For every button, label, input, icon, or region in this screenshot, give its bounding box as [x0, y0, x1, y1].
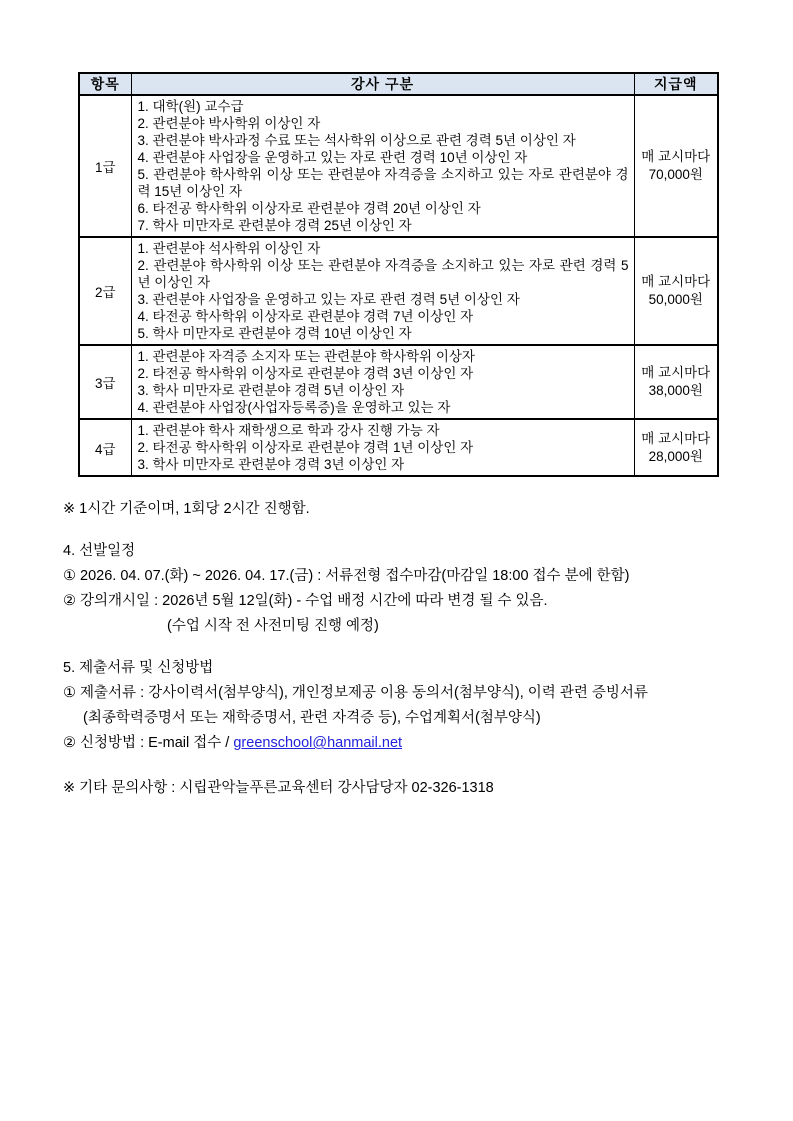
schedule-line-application-period: ① 2026. 04. 07.(화) ~ 2026. 04. 17.(금) : 서류전형 접수마감(마감일 18:00 접수 분에 한함) — [63, 568, 630, 584]
criteria-item: 2. 관련분야 박사학위 이상인 자 — [137, 116, 321, 131]
footer-contact-note: ※ 기타 문의사항 : 시립관악늘푸른교육센터 강사담당자 02-326-1318 — [63, 780, 494, 796]
table-header-row — [79, 73, 718, 95]
table-note: ※ 1시간 기준이며, 1회당 2시간 진행함. — [63, 501, 310, 517]
email-link[interactable]: greenschool@hanmail.net — [233, 735, 403, 751]
header-item: 항목 — [79, 73, 131, 95]
payment-unit: 매 교시마다 — [641, 430, 711, 446]
criteria-item: 6. 타전공 학사학위 이상자로 관련분야 경력 20년 이상인 자 — [137, 201, 481, 216]
criteria-item: 7. 학사 미만자로 관련분야 경력 25년 이상인 자 — [137, 218, 412, 233]
payment-cell — [634, 419, 718, 476]
table-row — [79, 345, 718, 419]
criteria-item: 5. 학사 미만자로 관련분야 경력 10년 이상인 자 — [137, 326, 412, 341]
grade-cell: 4급 — [79, 419, 131, 476]
documents-line-required: ① 제출서류 : 강사이력서(첨부양식), 개인정보제공 이용 동의서(첨부양식), 이력 관련 증빙서류 — [63, 685, 648, 701]
grade-cell: 2급 — [79, 237, 131, 345]
criteria-cell — [131, 237, 634, 345]
criteria-item: 2. 타전공 학사학위 이상자로 관련분야 경력 3년 이상인 자 — [137, 366, 474, 381]
header-classification: 강사 구분 — [131, 73, 634, 95]
criteria-item: 3. 학사 미만자로 관련분야 경력 5년 이상인 자 — [137, 383, 405, 398]
payment-amount: 28,000원 — [648, 448, 703, 464]
section-schedule-title: 4. 선발일정 — [63, 543, 136, 559]
criteria-item: 4. 관련분야 사업장(사업자등록증)을 운영하고 있는 자 — [137, 400, 451, 415]
documents-line-required-cont: (최종학력증명서 또는 재학증명서, 관련 자격증 등), 수업계획서(첨부양식) — [83, 710, 541, 726]
payment-amount: 70,000원 — [648, 167, 703, 182]
criteria-item: 1. 관련분야 자격증 소지자 또는 관련분야 학사학위 이상자 — [137, 349, 475, 364]
grade-table-body — [79, 95, 718, 476]
payment-unit: 매 교시마다 — [641, 274, 711, 289]
schedule-line-premeeting: (수업 시작 전 사전미팅 진행 예정) — [167, 618, 379, 634]
payment-amount: 38,000원 — [648, 383, 703, 398]
table-row — [79, 419, 718, 476]
instructor-grade-table — [78, 72, 719, 477]
schedule-line-course-start: ② 강의개시일 : 2026년 5월 12일(화) - 수업 배정 시간에 따라 변경 될 수 있음. — [63, 593, 548, 609]
table-row — [79, 95, 718, 237]
criteria-item: 3. 관련분야 박사과정 수료 또는 석사학위 이상으로 관련 경력 5년 이상인 자 — [137, 133, 576, 148]
criteria-cell — [131, 95, 634, 237]
section-documents-title: 5. 제출서류 및 신청방법 — [63, 660, 214, 676]
criteria-item: 1. 관련분야 석사학위 이상인 자 — [137, 241, 321, 256]
payment-cell — [634, 345, 718, 419]
criteria-item: 3. 학사 미만자로 관련분야 경력 3년 이상인 자 — [137, 457, 405, 472]
criteria-item: 2. 타전공 학사학위 이상자로 관련분야 경력 1년 이상인 자 — [137, 440, 474, 455]
grade-cell: 1급 — [79, 95, 131, 237]
criteria-cell — [131, 419, 634, 476]
payment-cell — [634, 95, 718, 237]
documents-line-apply-method — [63, 731, 730, 756]
payment-cell — [634, 237, 718, 345]
table-row — [79, 237, 718, 345]
criteria-item: 2. 관련분야 학사학위 이상 또는 관련분야 자격증을 소지하고 있는 자로 관련 경력 5년 이상인 자 — [137, 258, 629, 290]
criteria-item: 1. 관련분야 학사 재학생으로 학과 강사 진행 가능 자 — [137, 423, 440, 438]
payment-unit: 매 교시마다 — [641, 365, 711, 380]
header-payment: 지급액 — [634, 73, 718, 95]
criteria-item: 3. 관련분야 사업장을 운영하고 있는 자로 관련 경력 5년 이상인 자 — [137, 292, 520, 307]
payment-amount: 50,000원 — [648, 292, 703, 307]
criteria-item: 1. 대학(원) 교수급 — [137, 99, 244, 114]
criteria-item: 5. 관련분야 학사학위 이상 또는 관련분야 자격증을 소지하고 있는 자로 관련분야 경력 15년 이상인 자 — [137, 167, 629, 199]
apply-method-text: ② 신청방법 : E-mail 접수 / — [63, 735, 234, 751]
payment-unit: 매 교시마다 — [641, 149, 711, 164]
criteria-cell — [131, 345, 634, 419]
criteria-item: 4. 관련분야 사업장을 운영하고 있는 자로 관련 경력 10년 이상인 자 — [137, 150, 528, 165]
criteria-item: 4. 타전공 학사학위 이상자로 관련분야 경력 7년 이상인 자 — [137, 309, 474, 324]
grade-cell: 3급 — [79, 345, 131, 419]
